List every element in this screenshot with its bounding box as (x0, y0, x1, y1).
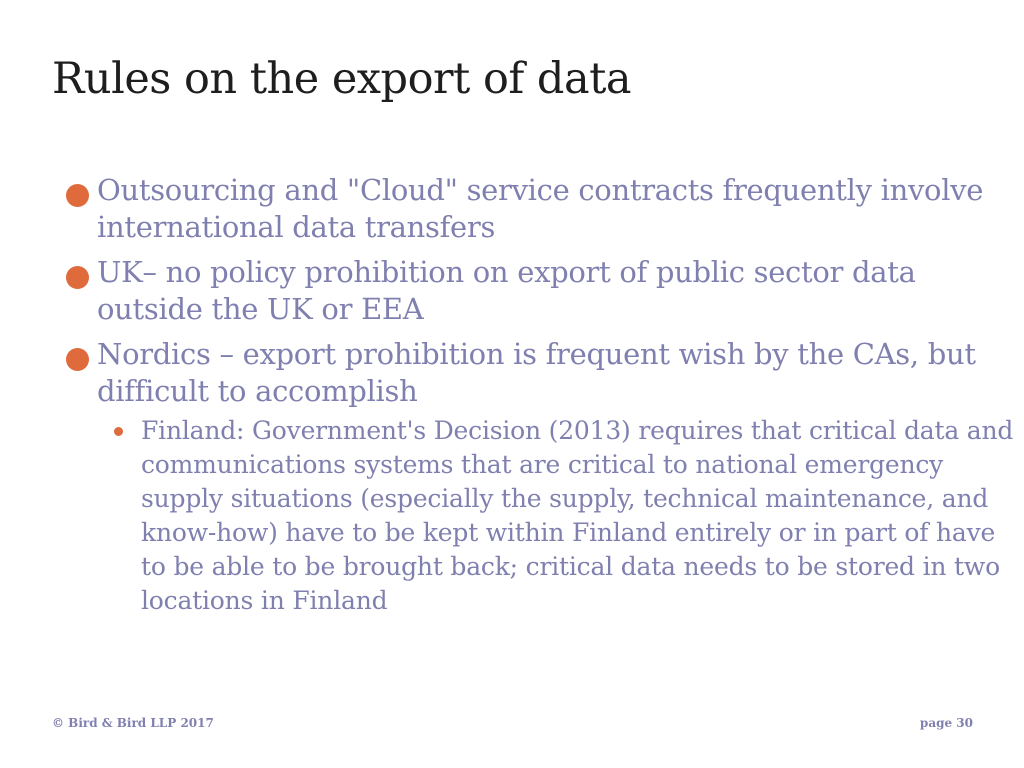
bullet-dot-icon (66, 266, 89, 289)
bullet-list (64, 172, 1014, 626)
sub-bullet-item (97, 414, 1014, 618)
footer-copyright: © Bird & Bird LLP 2017 (52, 716, 214, 730)
bullet-item (64, 172, 1014, 246)
bullet-item (64, 336, 1014, 618)
bullet-dot-icon (66, 184, 89, 207)
bullet-dot-icon (66, 348, 89, 371)
bullet-text: Outsourcing and "Cloud" service contracts frequently involve international data transfers (97, 173, 984, 244)
sub-bullet-list (97, 414, 1014, 618)
sub-bullet-text: Finland: Government's Decision (2013) requires that critical data and communications systems that are critical to national emergency supply situations (especially the supply, technical maintenance, and know-how) have to be kept within Finland entirely or in part of have to be able to be brought back; critical data needs to be stored in two locations in Finland (141, 416, 1014, 615)
slide-title: Rules on the export of data (52, 54, 632, 104)
bullet-text: UK– no policy prohibition on export of public sector data outside the UK or EEA (97, 255, 916, 326)
bullet-item (64, 254, 1014, 328)
bullet-text: Nordics – export prohibition is frequent wish by the CAs, but difficult to accomplish (97, 337, 976, 408)
sub-bullet-dot-icon (114, 427, 123, 436)
footer-page-number: page 30 (919, 716, 973, 730)
